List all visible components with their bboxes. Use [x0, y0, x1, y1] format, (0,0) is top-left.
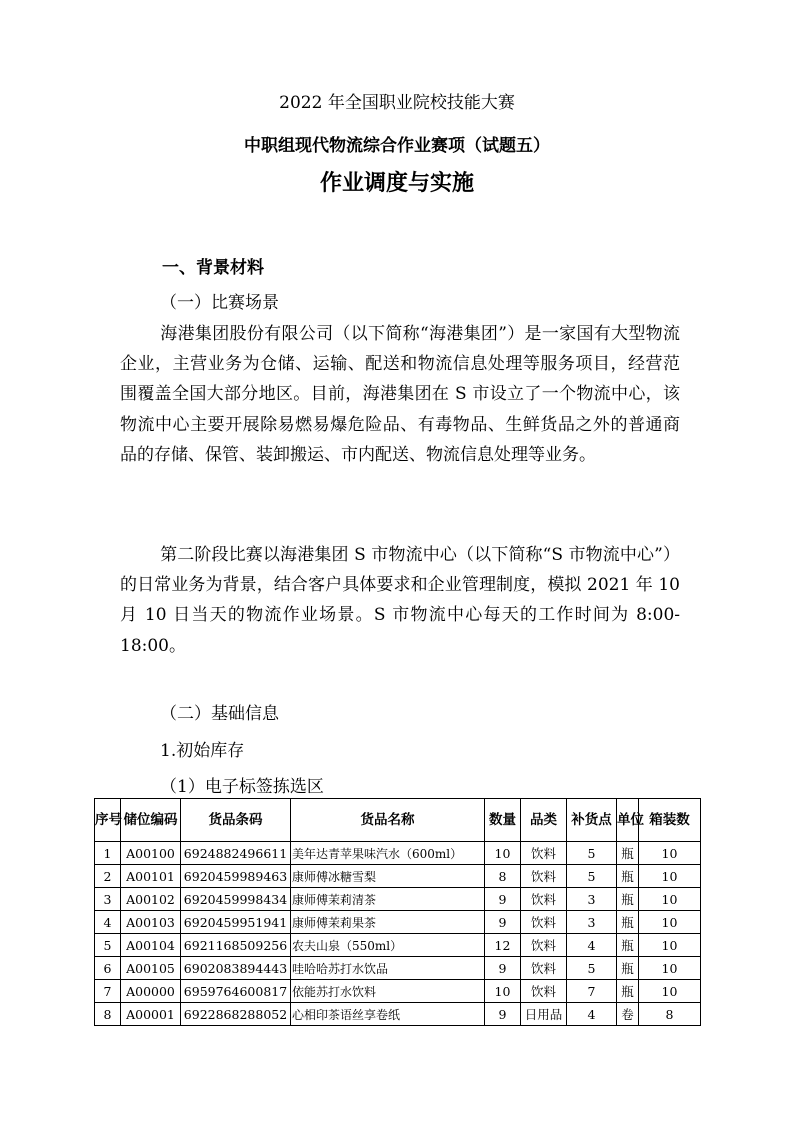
cell-reorder-point: 4 — [567, 934, 617, 957]
cell-seq: 6 — [95, 957, 121, 980]
document-title: 作业调度与实施 — [319, 170, 474, 196]
cell-unit: 瓶 — [617, 911, 639, 934]
cell-reorder-point: 3 — [567, 888, 617, 911]
cell-item-name: 康师傅冰糖雪梨 — [291, 865, 485, 888]
item-heading-initial-inventory: 1.初始库存 — [160, 741, 245, 761]
cell-quantity: 8 — [485, 865, 521, 888]
item-heading-picking-area: （1）电子标签拣选区 — [160, 777, 324, 797]
cell-case-qty: 10 — [639, 865, 701, 888]
table-row — [95, 842, 701, 865]
cell-category: 饮料 — [521, 865, 567, 888]
cell-category: 日用品 — [521, 1003, 567, 1026]
cell-category: 饮料 — [521, 980, 567, 1003]
inventory-table-body — [95, 842, 701, 1026]
cell-location-code: A00105 — [121, 957, 181, 980]
cell-seq: 1 — [95, 842, 121, 865]
cell-unit: 瓶 — [617, 934, 639, 957]
paragraph-stage-two — [120, 540, 680, 661]
cell-seq: 3 — [95, 888, 121, 911]
cell-barcode: 6920459951941 — [181, 911, 291, 934]
subsection-heading-basic-info: （二）基础信息 — [160, 704, 279, 724]
paragraph-stage-two-text: 第二阶段比赛以海港集团 S 市物流中心（以下简称“S 市物流中心”）的日常业务为背景，结合客户具体要求和企业管理制度，模拟 2021 年 10 月 10 日当天的物流作业场景。S 市物流中心每天的工作时间为 8:00-18:00。 — [120, 545, 680, 656]
cell-barcode: 6902083894443 — [181, 957, 291, 980]
cell-case-qty: 10 — [639, 842, 701, 865]
cell-barcode: 6920459989463 — [181, 865, 291, 888]
cell-unit: 瓶 — [617, 865, 639, 888]
cell-unit: 瓶 — [617, 980, 639, 1003]
cell-quantity: 10 — [485, 980, 521, 1003]
table-row — [95, 888, 701, 911]
table-row — [95, 865, 701, 888]
cell-quantity: 9 — [485, 888, 521, 911]
cell-case-qty: 10 — [639, 980, 701, 1003]
col-header-quantity: 数量 — [485, 799, 521, 842]
cell-seq: 7 — [95, 980, 121, 1003]
col-header-seq: 序号 — [95, 799, 121, 842]
cell-quantity: 9 — [485, 911, 521, 934]
cell-reorder-point: 3 — [567, 911, 617, 934]
cell-location-code: A00100 — [121, 842, 181, 865]
cell-location-code: A00001 — [121, 1003, 181, 1026]
cell-item-name: 农夫山泉（550ml） — [291, 934, 485, 957]
cell-case-qty: 10 — [639, 911, 701, 934]
col-header-location-code: 储位编码 — [121, 799, 181, 842]
table-row — [95, 957, 701, 980]
col-header-reorder-point: 补货点 — [567, 799, 617, 842]
cell-reorder-point: 5 — [567, 842, 617, 865]
table-row — [95, 1003, 701, 1026]
cell-seq: 4 — [95, 911, 121, 934]
cell-unit: 瓶 — [617, 957, 639, 980]
cell-quantity: 12 — [485, 934, 521, 957]
cell-case-qty: 10 — [639, 934, 701, 957]
table-row — [95, 980, 701, 1003]
cell-quantity: 10 — [485, 842, 521, 865]
cell-reorder-point: 4 — [567, 1003, 617, 1026]
cell-barcode: 6920459998434 — [181, 888, 291, 911]
cell-seq: 5 — [95, 934, 121, 957]
table-row — [95, 934, 701, 957]
cell-category: 饮料 — [521, 842, 567, 865]
cell-item-name: 康师傅茉莉果茶 — [291, 911, 485, 934]
cell-unit: 瓶 — [617, 842, 639, 865]
cell-category: 饮料 — [521, 957, 567, 980]
cell-quantity: 9 — [485, 957, 521, 980]
paragraph-company-intro — [120, 319, 680, 470]
contest-title: 2022 年全国职业院校技能大赛 — [279, 93, 515, 113]
cell-case-qty: 10 — [639, 957, 701, 980]
subsection-heading-scenario: （一）比赛场景 — [160, 293, 279, 313]
cell-reorder-point: 5 — [567, 957, 617, 980]
cell-location-code: A00000 — [121, 980, 181, 1003]
table-row — [95, 911, 701, 934]
cell-case-qty: 8 — [639, 1003, 701, 1026]
cell-item-name: 依能苏打水饮料 — [291, 980, 485, 1003]
col-header-unit: 单位 — [617, 799, 639, 842]
cell-barcode: 6924882496611 — [181, 842, 291, 865]
inventory-table — [94, 798, 701, 1026]
cell-location-code: A00101 — [121, 865, 181, 888]
cell-location-code: A00102 — [121, 888, 181, 911]
cell-seq: 2 — [95, 865, 121, 888]
cell-unit: 卷 — [617, 1003, 639, 1026]
paragraph-company-intro-text: 海港集团股份有限公司（以下简称“海港集团”）是一家国有大型物流企业，主营业务为仓储、运输、配送和物流信息处理等服务项目，经营范围覆盖全国大部分地区。目前，海港集团在 S 市设立了一个物流中心，该物流中心主要开展除易燃易爆危险品、有毒物品、生鲜货品之外的普通商品的存储、保管、装卸搬运、市内配送、物流信息处理等业务。 — [120, 324, 680, 465]
col-header-case-qty: 箱装数 — [639, 799, 701, 842]
cell-reorder-point: 5 — [567, 865, 617, 888]
cell-quantity: 9 — [485, 1003, 521, 1026]
cell-barcode: 6922868288052 — [181, 1003, 291, 1026]
table-header-row — [95, 799, 701, 842]
cell-case-qty: 10 — [639, 888, 701, 911]
cell-item-name: 哇哈哈苏打水饮品 — [291, 957, 485, 980]
cell-category: 饮料 — [521, 888, 567, 911]
inventory-table-header — [95, 799, 701, 842]
col-header-barcode: 货品条码 — [181, 799, 291, 842]
col-header-category: 品类 — [521, 799, 567, 842]
col-header-item-name: 货品名称 — [291, 799, 485, 842]
cell-category: 饮料 — [521, 911, 567, 934]
event-subtitle: 中职组现代物流综合作业赛项（试题五） — [244, 136, 550, 156]
cell-item-name: 美年达青苹果味汽水（600ml） — [291, 842, 485, 865]
cell-location-code: A00104 — [121, 934, 181, 957]
cell-item-name: 康师傅茉莉清茶 — [291, 888, 485, 911]
section-heading-background: 一、背景材料 — [162, 258, 264, 278]
cell-category: 饮料 — [521, 934, 567, 957]
cell-unit: 瓶 — [617, 888, 639, 911]
cell-item-name: 心相印茶语丝享卷纸 — [291, 1003, 485, 1026]
cell-location-code: A00103 — [121, 911, 181, 934]
cell-barcode: 6959764600817 — [181, 980, 291, 1003]
cell-barcode: 6921168509256 — [181, 934, 291, 957]
cell-reorder-point: 7 — [567, 980, 617, 1003]
cell-seq: 8 — [95, 1003, 121, 1026]
